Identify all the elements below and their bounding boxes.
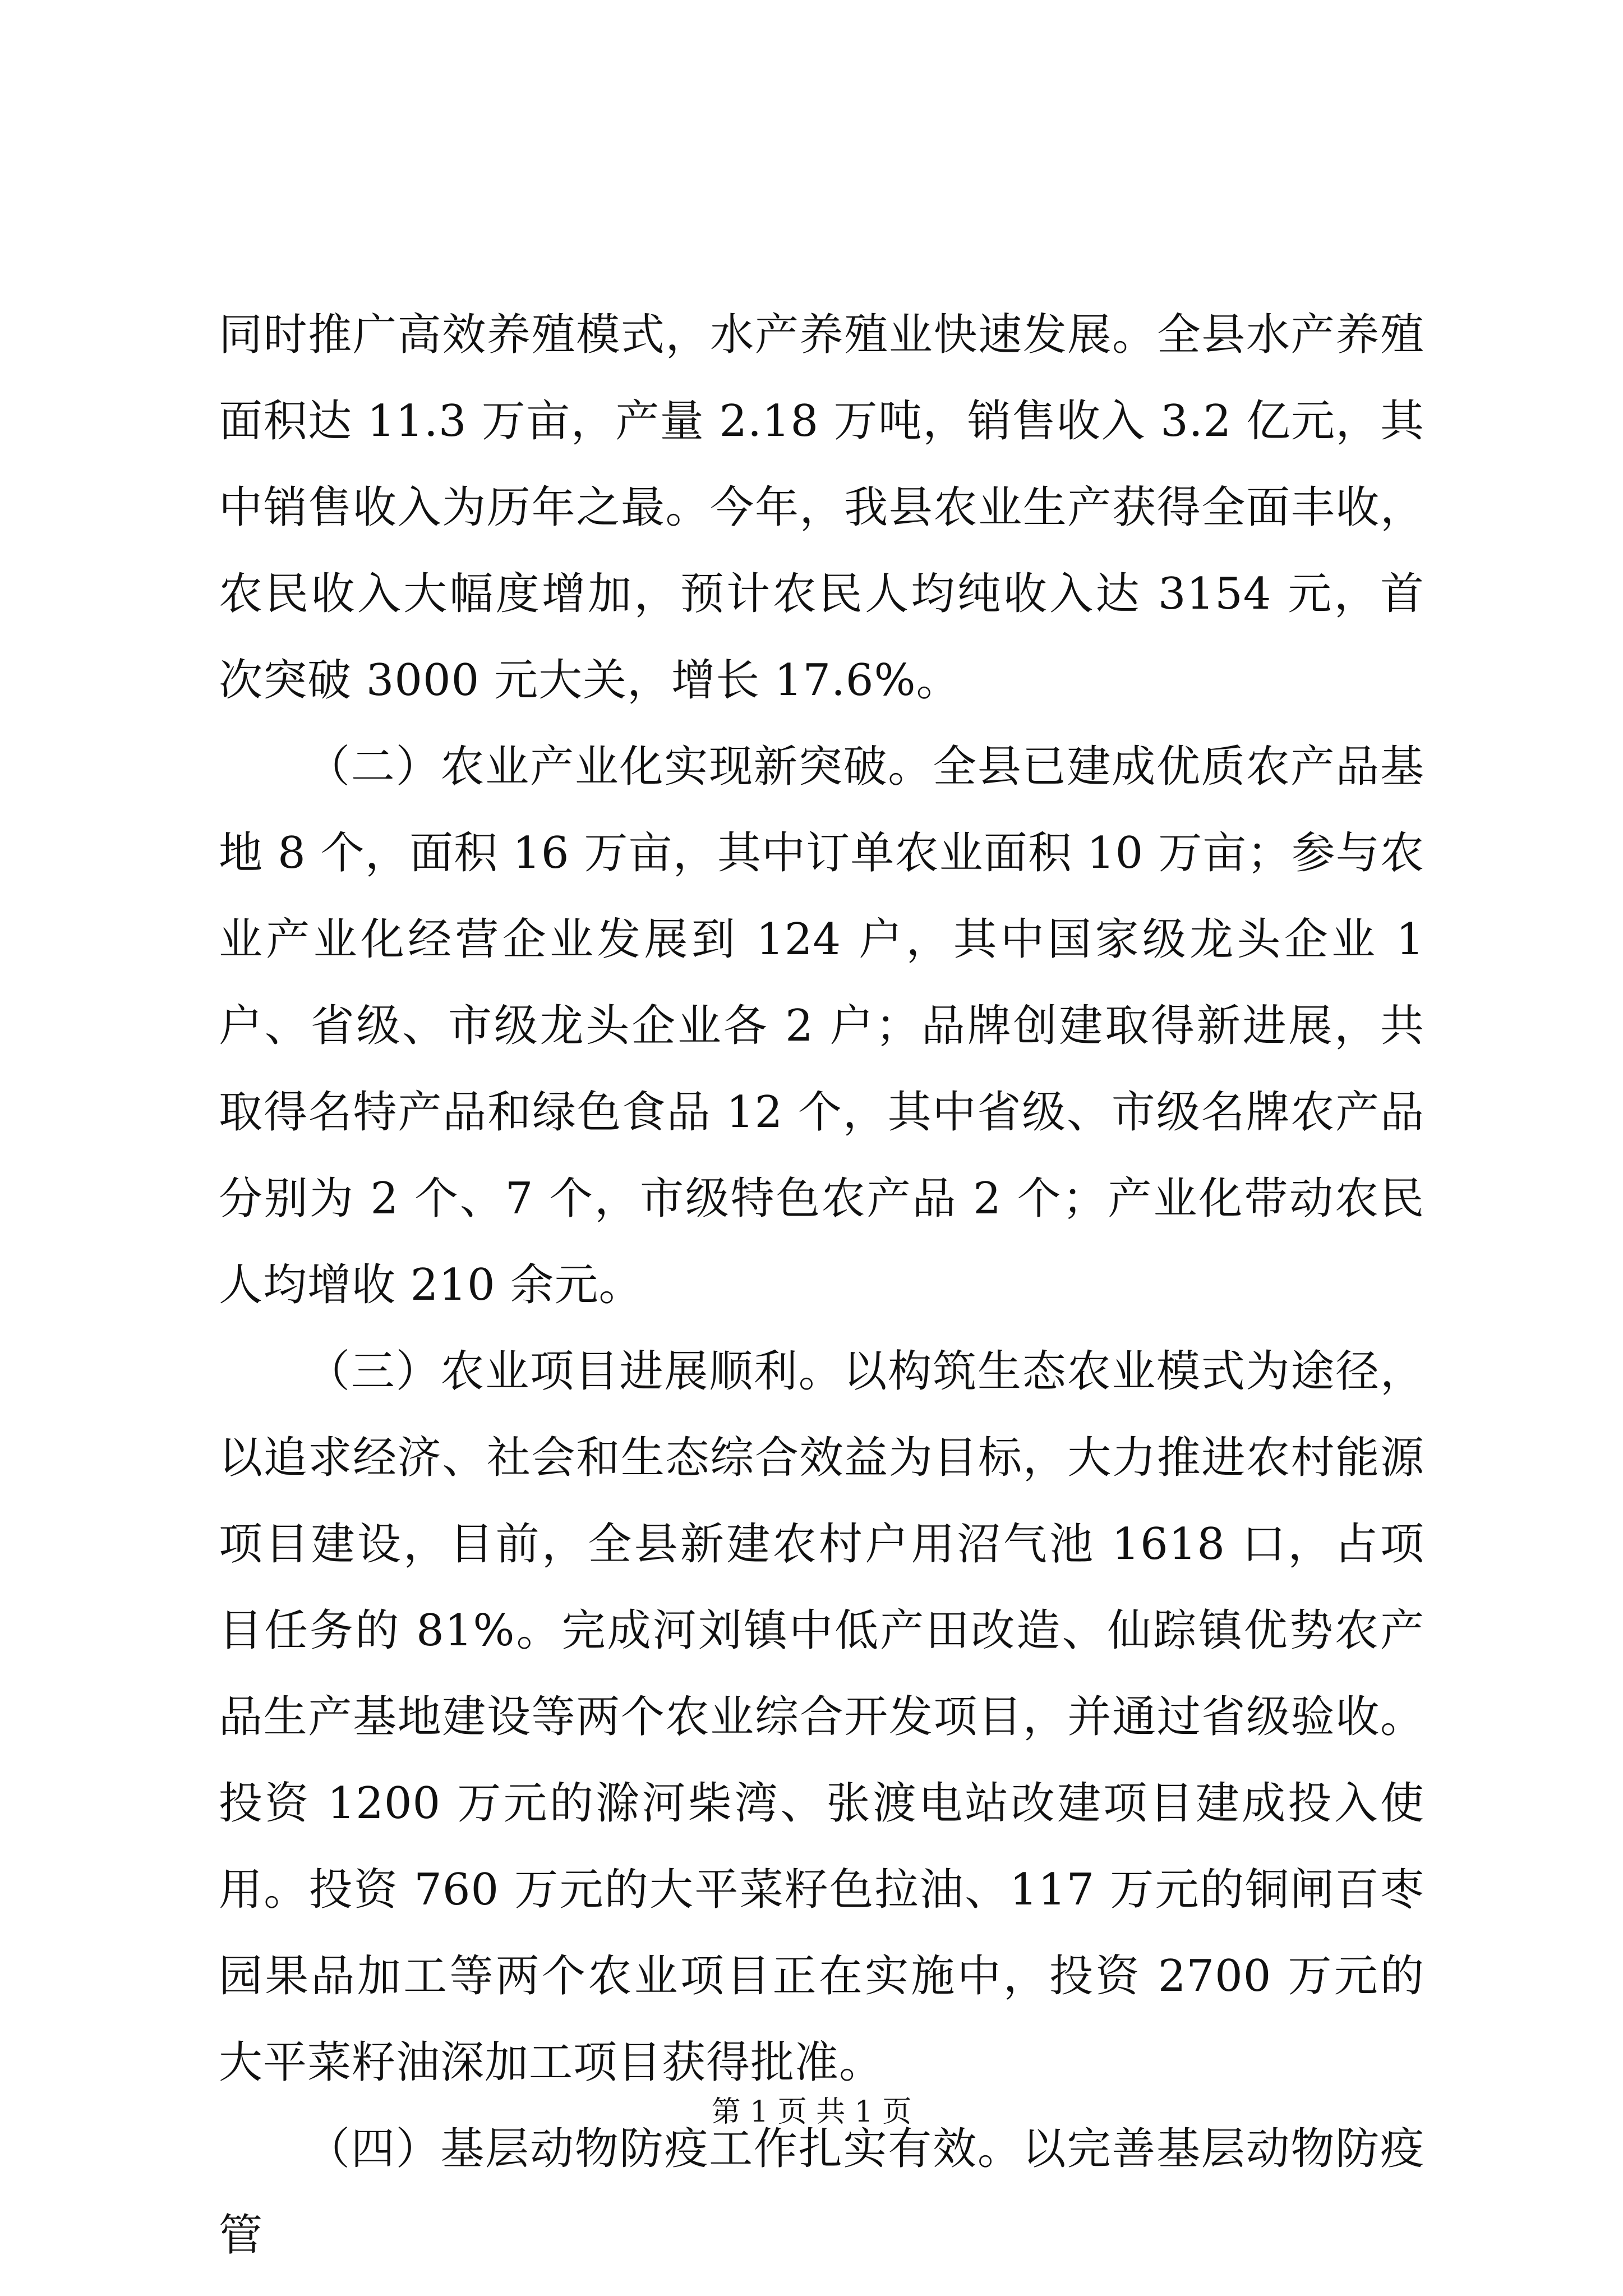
document-body — [219, 292, 1424, 2279]
paragraph-agricultural-industrialization: （二）农业产业化实现新突破。全县已建成优质农产品基地 8 个，面积 16 万亩，其中订单农业面积 10 万亩；参与农业产业化经营企业发展到 124 户，其中国家级龙头企业 1 户、省级、市级龙头企业各 2 户；品牌创建取得新进展，共取得名特产品和绿色食品 12 个，其中省级、市级名牌农产品分别为 2 个、7 个，市级特色农产品 2 个；产业化带动农民人均增收 210 余元。 — [219, 742, 1424, 1310]
paragraph-agricultural-projects: （三）农业项目进展顺利。以构筑生态农业模式为途径，以追求经济、社会和生态综合效益为目标，大力推进农村能源项目建设，目前，全县新建农村户用沼气池 1618 口，占项目任务的 81%。完成河刘镇中低产田改造、仙踪镇优势农产品生产基地建设等两个农业综合开发项目，并通过省级验收。投资 1200 万元的滁河柴湾、张渡电站改建项目建成投入使用。投资 760 万元的大平菜籽色拉油、117 万元的铜闸百枣园果品加工等两个农业项目正在实施中，投资 2700 万元的大平菜籽油深加工项目获得批准。 — [219, 1346, 1424, 2088]
paragraph-animal-epidemic-prevention: （四）基层动物防疫工作扎实有效。以完善基层动物防疫管 — [219, 2124, 1424, 2261]
page-footer — [0, 2092, 1623, 2132]
paragraph-aquaculture-income: 同时推广高效养殖模式，水产养殖业快速发展。全县水产养殖面积达 11.3 万亩，产量 2.18 万吨，销售收入 3.2 亿元，其中销售收入为历年之最。今年，我县农业生产获得全面丰收，农民收入大幅度增加，预计农民人均纯收入达 3154 元，首次突破 3000 元大关，增长 17.6%。 — [219, 310, 1424, 706]
page-number-label: 第 1 页 共 1 页 — [711, 2095, 912, 2129]
